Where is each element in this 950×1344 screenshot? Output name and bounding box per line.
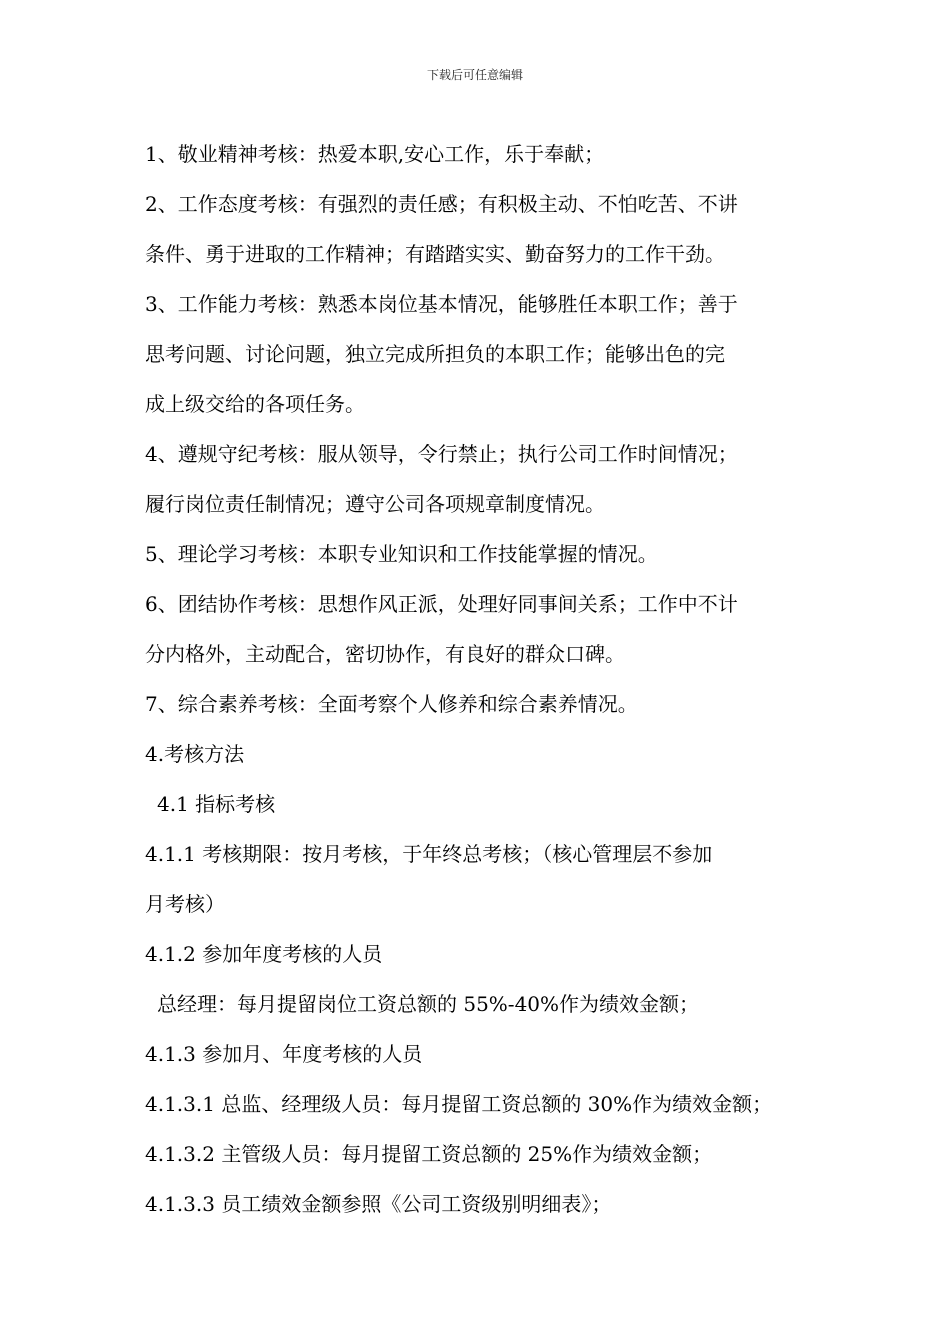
criterion-attitude-line-1: 2、工作态度考核：有强烈的责任感；有积极主动、不怕吃苦、不讲	[145, 192, 738, 216]
criterion-teamwork-line-2: 分内格外，主动配合，密切协作，有良好的群众口碑。	[145, 642, 625, 666]
criterion-dedication: 1、敬业精神考核：热爱本职,安心工作，乐于奉献；	[145, 142, 605, 166]
criterion-ability-line-2: 思考问题、讨论问题，独立完成所担负的本职工作；能够出色的完	[145, 342, 725, 366]
general-manager-clause: 总经理：每月提留岗位工资总额的 55%-40%作为绩效金额；	[157, 992, 700, 1016]
clause-4-1-3-2: 4.1.3.2 主管级人员：每月提留工资总额的 25%作为绩效金额；	[145, 1142, 713, 1166]
page-header: 下载后可任意编辑	[426, 68, 523, 82]
criterion-attitude-line-2: 条件、勇于进取的工作精神；有踏踏实实、勤奋努力的工作干劲。	[145, 242, 725, 266]
section-heading-method: 4.考核方法	[145, 742, 245, 766]
clause-4-1-3-1: 4.1.3.1 总监、经理级人员：每月提留工资总额的 30%作为绩效金额；	[145, 1092, 773, 1116]
clause-4-1-1-line-2: 月考核）	[145, 892, 225, 916]
document-body	[145, 129, 815, 1229]
clause-4-1-2: 4.1.2 参加年度考核的人员	[145, 942, 383, 966]
clause-4-1-3-3: 4.1.3.3 员工绩效金额参照《公司工资级别明细表》；	[145, 1192, 612, 1216]
criterion-ability-line-1: 3、工作能力考核：熟悉本岗位基本情况，能够胜任本职工作；善于	[145, 292, 738, 316]
criterion-teamwork-line-1: 6、团结协作考核：思想作风正派，处理好同事间关系；工作中不计	[145, 592, 738, 616]
criterion-discipline-line-1: 4、遵规守纪考核：服从领导，令行禁止；执行公司工作时间情况；	[145, 442, 738, 466]
criterion-quality: 7、综合素养考核：全面考察个人修养和综合素养情况。	[145, 692, 638, 716]
criterion-discipline-line-2: 履行岗位责任制情况；遵守公司各项规章制度情况。	[145, 492, 605, 516]
subsection-heading-indicator: 4.1 指标考核	[157, 792, 276, 816]
clause-4-1-1-line-1: 4.1.1 考核期限：按月考核，于年终总考核；（核心管理层不参加	[145, 842, 713, 866]
criterion-ability-line-3: 成上级交给的各项任务。	[145, 392, 365, 416]
clause-4-1-3: 4.1.3 参加月、年度考核的人员	[145, 1042, 423, 1066]
criterion-study: 5、理论学习考核：本职专业知识和工作技能掌握的情况。	[145, 542, 658, 566]
